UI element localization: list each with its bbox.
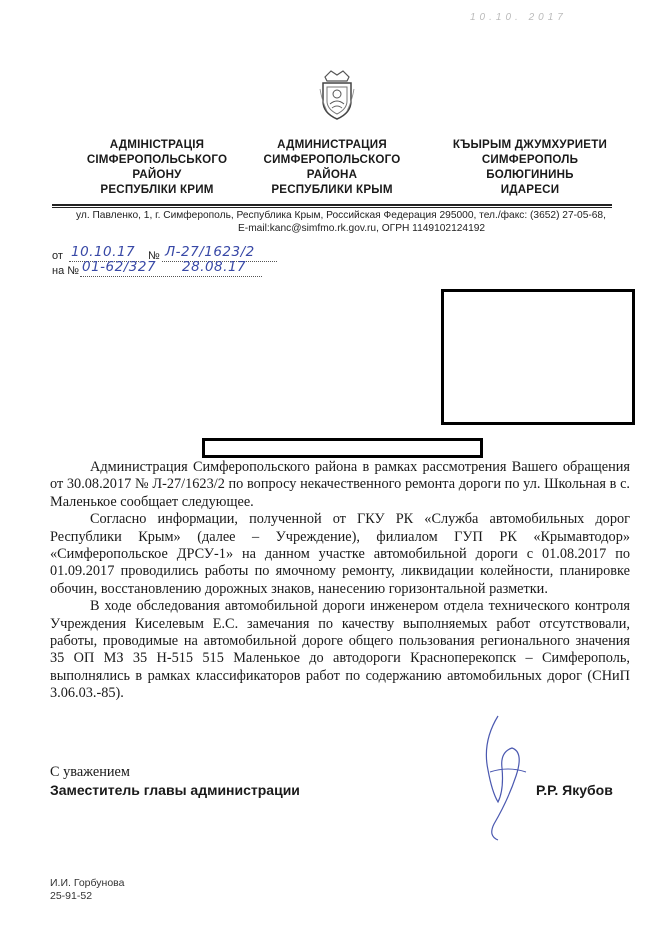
header-crimean-tatar-line: КЪЫРЫМ ДЖУМХУРИЕТИ xyxy=(452,138,608,151)
body-paragraph: В ходе обследования автомобильной дороги инженером отдела технического контроля Учреждения Киселевым Е.С. замечания по качеству выполняемых работ отсутствовали, работы, проводимые на автомобильной дороге общего пользования регионального значения 35 ОП МЗ 35 Н-515 515 Маленькое до автодороги Красноперекопск – Симферополь, выполнялись в рамках классификаторов работ по содержанию автомобильных дорог (СНиП 3.06.03.-85). xyxy=(50,598,630,702)
reply-date-handwritten: 28.08.17 xyxy=(182,259,247,275)
header-ukrainian-line: РАЙОНУ xyxy=(132,168,182,181)
header-russian-line: СИМФЕРОПОЛЬСКОГО xyxy=(263,153,401,166)
from-date-handwritten: 10.10.17 xyxy=(71,244,136,260)
scan-mark: 10.10. 2017 xyxy=(470,12,567,23)
crimea-emblem-icon xyxy=(319,67,355,121)
contact-details xyxy=(76,210,606,235)
header-divider-thin xyxy=(52,207,612,208)
header-crimean-tatar xyxy=(430,137,630,197)
executor-name: И.И. Горбунова xyxy=(50,877,125,889)
reply-underline xyxy=(80,276,262,277)
header-crimean-tatar-line: ИДАРЕСИ xyxy=(500,183,560,196)
header-russian-line: РАЙОНА xyxy=(306,168,358,181)
header-crimean-tatar-line: БОЛЮГИНИНЬ xyxy=(486,168,574,181)
contact-address: ул. Павленко, 1, г. Симферополь, Республика Крым, Российская Федерация 295000, тел./факс: (3652) 27-05-68, xyxy=(76,210,606,221)
signer-name: Р.Р. Якубов xyxy=(536,782,613,798)
header-ukrainian-line: АДМІНІСТРАЦІЯ xyxy=(109,138,205,151)
from-label: от xyxy=(52,250,63,262)
header-crimean-tatar-line: СИМФЕРОПОЛЬ xyxy=(481,153,579,166)
number-handwritten: Л-27/1623/2 xyxy=(165,244,255,260)
body-paragraph: Администрация Симферопольского района в рамках рассмотрения Вашего обращения от 30.08.2017 № Л-27/1623/2 по вопросу некачественного ремонта дороги по ул. Школьная в с. Маленькое сообщает следующее. xyxy=(50,459,630,510)
header-russian-line: РЕСПУБЛИКИ КРЫМ xyxy=(271,183,393,196)
reply-label: на № xyxy=(52,265,80,277)
contact-email: E-mail:kanc@simfmo.rk.gov.ru, ОГРН 1149102124192 xyxy=(238,222,486,234)
signoff: С уважением xyxy=(50,764,130,780)
header-russian xyxy=(232,137,432,197)
redacted-salutation xyxy=(202,438,483,458)
letter-body xyxy=(50,459,630,703)
reply-number-handwritten: 01-62/327 xyxy=(82,259,157,275)
redacted-addressee-block xyxy=(441,289,635,425)
executor-footer xyxy=(50,877,124,903)
header-russian-line: АДМИНИСТРАЦИЯ xyxy=(277,138,387,151)
handwritten-signature-icon xyxy=(468,712,534,842)
header-ukrainian-line: СІМФЕРОПОЛЬСЬКОГО xyxy=(86,153,228,166)
header-ukrainian-line: РЕСПУБЛІКИ КРИМ xyxy=(100,183,214,196)
header-ukrainian xyxy=(57,137,257,197)
signer-title: Заместитель главы администрации xyxy=(50,782,300,798)
number-label: № xyxy=(148,250,160,262)
executor-phone: 25-91-52 xyxy=(50,890,93,902)
header-divider-thick xyxy=(52,204,612,206)
body-paragraph: Согласно информации, полученной от ГКУ РК «Служба автомобильных дорог Республики Крым» (далее – Учреждение), филиалом ГУП РК «Крымавтодор» «Симферопольское ДРСУ-1» на данном участке автомобильной дороги с 01.08.2017 по 01.09.2017 проводились работы по ямочному ремонту, ликвидации колейности, планировке обочин, восстановлению дорожных знаков, нанесению горизонтальной разметки. xyxy=(50,511,630,597)
